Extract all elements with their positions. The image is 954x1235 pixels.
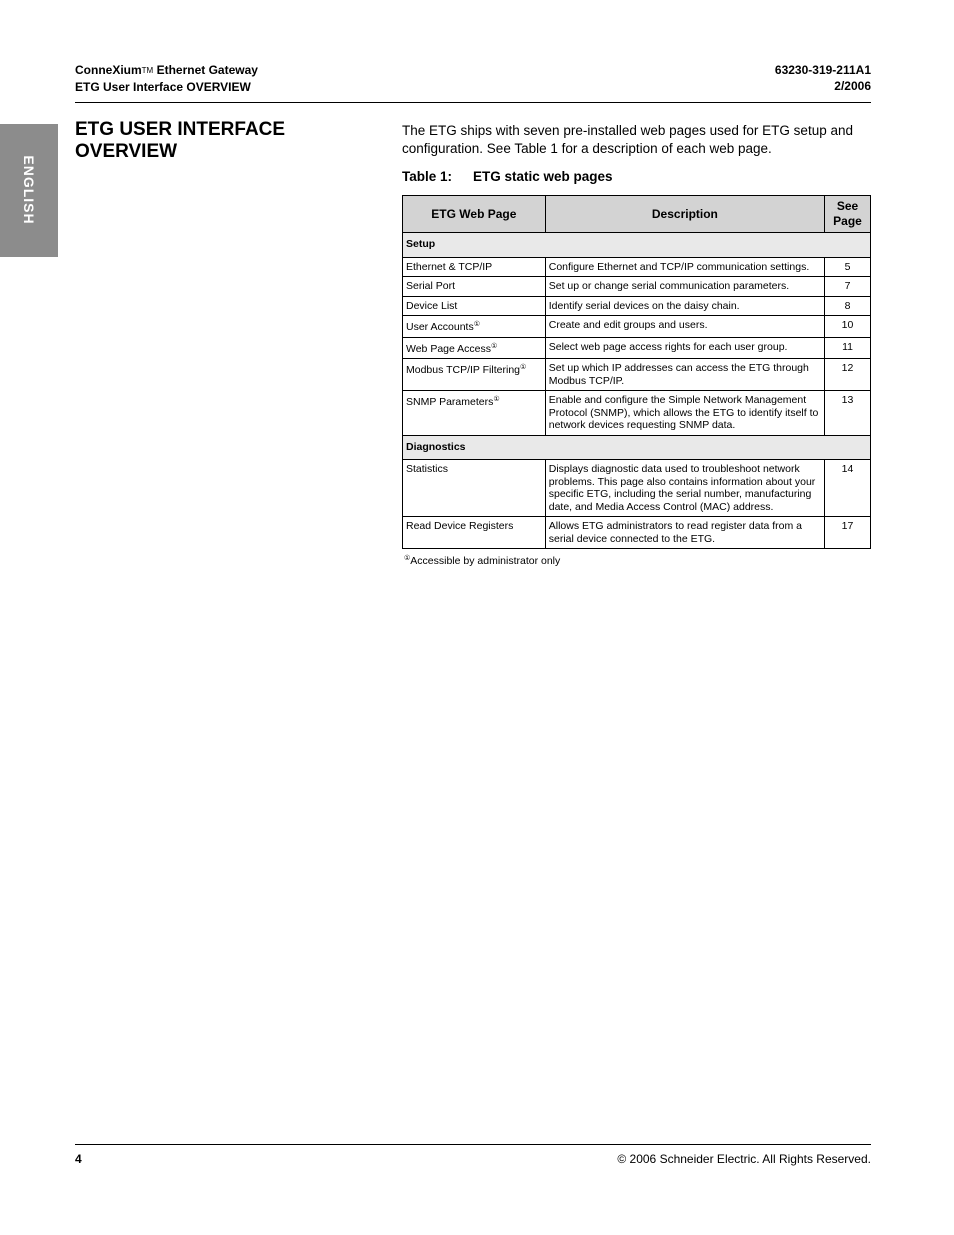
table-row: [403, 460, 871, 517]
cell-web-page: [403, 296, 546, 316]
language-tab: [0, 124, 58, 257]
cell-description: Select web page access rights for each user group.: [545, 337, 824, 359]
table-header-row: [403, 196, 871, 233]
cell-see-page: 10: [825, 316, 871, 338]
cell-web-page: [403, 337, 546, 359]
admin-footnote-marker: ①: [520, 364, 527, 371]
header-right: [775, 62, 871, 94]
cell-web-page: [403, 517, 546, 549]
cell-description: Enable and configure the Simple Network Management Protocol (SNMP), which allows the ETG to identify itself to network devices requesting SNMP data.: [545, 391, 824, 436]
web-page-name: Modbus TCP/IP Filtering: [406, 364, 520, 376]
cell-web-page: [403, 257, 546, 277]
cell-see-page: 8: [825, 296, 871, 316]
web-page-name: Statistics: [406, 463, 449, 475]
table-caption-title: ETG static web pages: [473, 169, 613, 184]
admin-footnote-marker: ①: [491, 342, 498, 350]
table-footnote: [404, 554, 560, 567]
web-pages-table: [402, 195, 871, 549]
page-header: [75, 62, 871, 103]
cell-see-page: 13: [825, 391, 871, 436]
header-product: [75, 62, 258, 79]
table-caption: [402, 169, 613, 184]
web-page-name: User Accounts: [406, 321, 474, 333]
table-row: [403, 257, 871, 277]
cell-see-page: 17: [825, 517, 871, 549]
column-header-page: ETG Web Page: [403, 196, 546, 233]
cell-description: Create and edit groups and users.: [545, 316, 824, 338]
cell-web-page: [403, 460, 546, 517]
trademark-mark: TM: [141, 66, 154, 75]
column-header-see-page: See Page: [825, 196, 871, 233]
cell-see-page: 12: [825, 359, 871, 391]
page-footer: [75, 1144, 871, 1175]
table-row: [403, 296, 871, 316]
footnote-marker: ①: [404, 555, 411, 562]
web-page-name: Device List: [406, 299, 458, 312]
cell-see-page: 7: [825, 277, 871, 297]
cell-see-page: 5: [825, 257, 871, 277]
language-tab-label: ENGLISH: [21, 155, 37, 225]
table-row: [403, 316, 871, 338]
table-row: [403, 391, 871, 436]
web-page-name: Web Page Access: [406, 342, 492, 355]
admin-footnote-marker: ①: [473, 321, 480, 328]
column-header-description: Description: [545, 196, 824, 233]
cell-description: Identify serial devices on the daisy chain.: [545, 296, 824, 316]
table-row: [403, 337, 871, 359]
product-name: ConneXium: [75, 63, 142, 77]
header-subtitle: ETG User Interface OVERVIEW: [75, 80, 251, 94]
footnote-text: Accessible by administrator only: [410, 555, 561, 567]
cell-see-page: 14: [825, 460, 871, 517]
web-page-name: Read Device Registers: [406, 520, 514, 532]
web-page-name: Ethernet & TCP/IP: [406, 260, 493, 273]
copyright: © 2006 Schneider Electric. All Rights Reserved.: [617, 1152, 871, 1166]
cell-see-page: 11: [825, 337, 871, 359]
table-body: [403, 233, 871, 549]
group-label: Diagnostics: [403, 435, 871, 460]
table-row: [403, 517, 871, 549]
header-left: [75, 62, 258, 95]
intro-paragraph: The ETG ships with seven pre-installed web pages used for ETG setup and configuration. See Table 1 for a description of each web page.: [402, 123, 853, 156]
cell-description: Allows ETG administrators to read register data from a serial device connected to the ETG.: [545, 517, 824, 549]
cell-web-page: [403, 359, 546, 391]
cell-description: Set up or change serial communication parameters.: [545, 277, 824, 297]
page-number: 4: [75, 1152, 82, 1166]
cell-web-page: [403, 277, 546, 297]
admin-footnote-marker: ①: [493, 396, 500, 403]
doc-date: 2/2006: [834, 79, 871, 93]
cell-web-page: [403, 391, 546, 436]
table-row: [403, 359, 871, 391]
table-row: [403, 277, 871, 297]
web-page-name: SNMP Parameters: [406, 396, 494, 408]
cell-description: Configure Ethernet and TCP/IP communication settings.: [545, 257, 824, 277]
section-title: ETG USER INTERFACE OVERVIEW: [75, 119, 286, 162]
cell-web-page: [403, 316, 546, 338]
group-label: Setup: [403, 233, 871, 258]
web-page-name: Serial Port: [406, 280, 456, 292]
table-group-row: [403, 435, 871, 460]
table-group-row: [403, 233, 871, 258]
table-caption-number: Table 1:: [402, 169, 453, 184]
doc-number: 63230-319-211A1: [774, 63, 871, 77]
cell-description: Set up which IP addresses can access the ETG through Modbus TCP/IP.: [545, 359, 824, 391]
product-suffix: Ethernet Gateway: [156, 63, 258, 77]
cell-description: Displays diagnostic data used to troubleshoot network problems. This page also contains information about your specific ETG, including the serial number, manufacturing date, and Media Access Control (MAC) address.: [545, 460, 824, 517]
